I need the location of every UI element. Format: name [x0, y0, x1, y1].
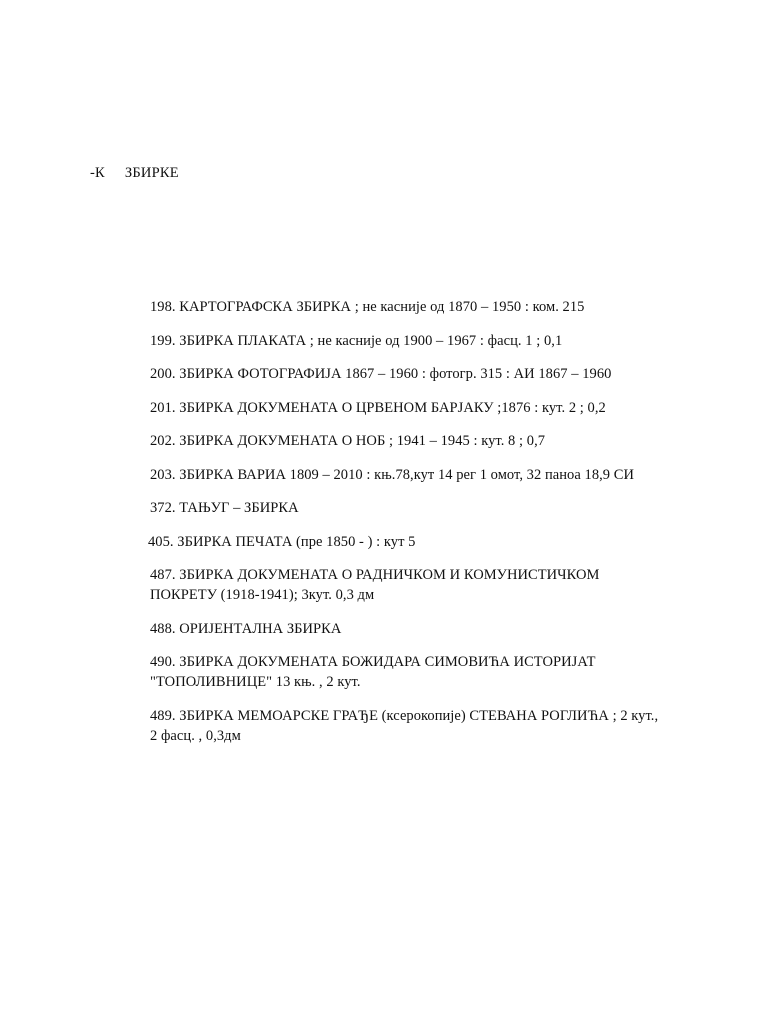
section-heading [90, 164, 179, 182]
list-item: 199. ЗБИРКА ПЛАКАТА ; не касније од 1900 – 1967 : фасц. 1 ; 0,1 [150, 332, 563, 349]
list-item: 490. ЗБИРКА ДОКУМЕНАТА БОЖИДАРА СИМОВИЋА ИСТОРИЈАТ "ТОПОЛИВНИЦЕ" 13 књ. , 2 кут. [150, 654, 596, 690]
list-item: 372. ТАЊУГ – ЗБИРКА [150, 500, 299, 516]
list-item: 405. ЗБИРКА ПЕЧАТА (пре 1850 - ) : кут 5 [148, 533, 416, 550]
list-item: 198. КАРТОГРАФСКА ЗБИРКА ; не касније од 1870 – 1950 : ком. 215 [150, 299, 585, 315]
list-item: 489. ЗБИРКА МЕМОАРСКЕ ГРАЂЕ (ксерокопије) СТЕВАНА РОГЛИЋА ; 2 кут., 2 фасц. , 0,3дм [150, 707, 659, 744]
collection-list [150, 297, 665, 759]
list-item: 202. ЗБИРКА ДОКУМЕНАТА О НОБ ; 1941 – 1945 : кут. 8 ; 0,7 [150, 433, 546, 449]
list-item: 488. ОРИЈЕНТАЛНА ЗБИРКА [150, 620, 342, 637]
list-item: 201. ЗБИРКА ДОКУМЕНАТА О ЦРВЕНОМ БАРЈАКУ ;1876 : кут. 2 ; 0,2 [150, 399, 606, 416]
section-title: ЗБИРКЕ [124, 165, 179, 181]
section-code: -К [90, 165, 105, 181]
list-item: 203. ЗБИРКА ВАРИА 1809 – 2010 : књ.78,кут 14 рег 1 омот, 32 паноа 18,9 СИ [150, 466, 635, 483]
list-item: 487. ЗБИРКА ДОКУМЕНАТА О РАДНИЧКОМ И КОМУНИСТИЧКОМ ПОКРЕТУ (1918-1941); 3кут. 0,3 дм [150, 567, 600, 603]
list-item: 200. ЗБИРКА ФОТОГРАФИЈА 1867 – 1960 : фотогр. 315 : АИ 1867 – 1960 [150, 366, 612, 382]
